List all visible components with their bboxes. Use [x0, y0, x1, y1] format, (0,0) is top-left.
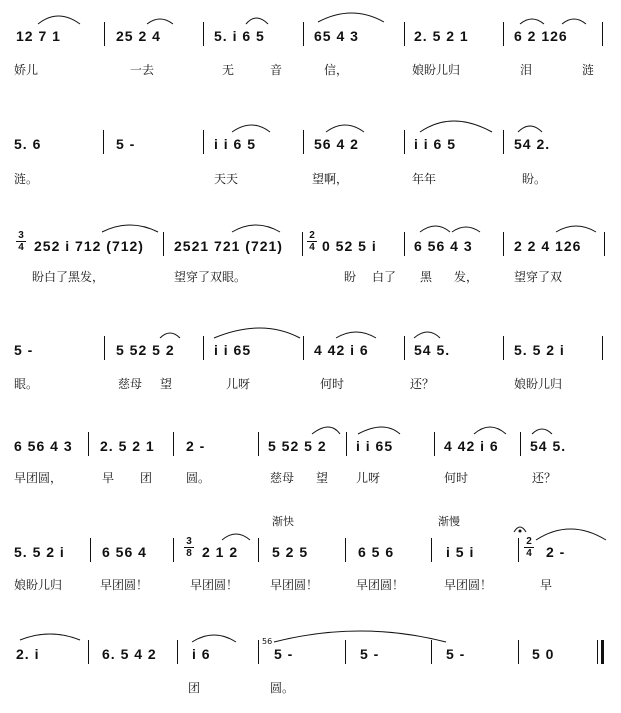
measure: 5. 6 — [14, 136, 42, 152]
time-signature: 2 4 — [524, 537, 534, 558]
measure: 25 2 4 — [116, 28, 161, 44]
lyric: 圆。 — [270, 681, 295, 695]
measure: 5 - — [360, 646, 380, 662]
lyric: 望 — [160, 377, 173, 391]
lyric: 早团圆， — [14, 471, 63, 485]
measure: 4 42 i 6 — [444, 438, 499, 454]
lyric: 盼。 — [522, 172, 547, 186]
measure: 2 - — [186, 438, 206, 454]
lyric: 团 — [188, 681, 201, 695]
lyric: 早团圆！ — [100, 578, 149, 592]
measure: i 5 i — [446, 544, 475, 560]
tempo-mark: 渐慢 — [438, 515, 460, 528]
lyric: 娇儿 — [14, 63, 39, 77]
lyric: 还？ — [410, 377, 435, 391]
measure: 2 1 2 — [202, 544, 239, 560]
measure: 6 56 4 3 — [414, 238, 473, 254]
lyric: 望 — [316, 471, 329, 485]
lyric: 娘盼儿归 — [514, 377, 563, 391]
measure: i i 65 — [214, 342, 252, 358]
measure: 2. 5 2 1 — [100, 438, 155, 454]
tempo-mark: 渐快 — [272, 515, 294, 528]
time-signature: 3 4 — [16, 231, 26, 252]
lyric: 一去 — [130, 63, 155, 77]
lyric: 慈母 — [118, 377, 143, 391]
lyric: 黑 — [420, 270, 433, 284]
measure: 5. i 6 5 — [214, 28, 265, 44]
lyric: 涟。 — [14, 172, 39, 186]
measure: 6. 5 4 2 — [102, 646, 157, 662]
measure: i i 6 5 — [414, 136, 457, 152]
measure: 4 42 i 6 — [314, 342, 369, 358]
time-signature: 2 4 — [307, 231, 317, 252]
time-signature: 3 8 — [184, 537, 194, 558]
lyric: 还？ — [532, 471, 557, 485]
measure: 2521 721 (721) — [174, 238, 283, 254]
lyric: 慈母 — [270, 471, 295, 485]
measure: 12 7 1 — [16, 28, 61, 44]
lyric: 天天 — [214, 172, 239, 186]
lyric: 早团圆！ — [270, 578, 319, 592]
lyric: 音 — [270, 63, 283, 77]
lyric: 白了 — [372, 270, 397, 284]
measure: 2 - — [546, 544, 566, 560]
lyric: 盼白了黑发， — [32, 270, 105, 284]
measure: 5. 5 2 i — [14, 544, 65, 560]
lyric: 何时 — [320, 377, 345, 391]
measure: 54 2. — [514, 136, 551, 152]
lyric: 何时 — [444, 471, 469, 485]
lyric: 儿呀 — [226, 377, 251, 391]
lyric: 早团圆！ — [444, 578, 493, 592]
measure: 5 - — [14, 342, 34, 358]
measure: 5 - — [116, 136, 136, 152]
measure: 6 2 126 — [514, 28, 568, 44]
grace-note: 56 — [262, 637, 273, 646]
lyric: 望穿了双 — [514, 270, 563, 284]
measure: 56 4 2 — [314, 136, 359, 152]
measure: 6 56 4 3 — [14, 438, 73, 454]
lyric: 早团圆！ — [356, 578, 405, 592]
lyric: 信， — [324, 63, 349, 77]
measure: 65 4 3 — [314, 28, 359, 44]
lyric: 涟 — [582, 63, 595, 77]
lyric: 无 — [222, 63, 235, 77]
lyric: 早 — [540, 578, 553, 592]
measure: i i 6 5 — [214, 136, 257, 152]
measure: 2 2 4 126 — [514, 238, 582, 254]
lyric: 年年 — [412, 172, 437, 186]
measure: 5 - — [274, 646, 294, 662]
lyric: 眼。 — [14, 377, 39, 391]
lyric: 娘盼儿归 — [14, 578, 63, 592]
measure: 5 52 5 2 — [116, 342, 175, 358]
measure: 6 5 6 — [358, 544, 395, 560]
measure: 5. 5 2 i — [514, 342, 565, 358]
lyric: 发， — [454, 270, 479, 284]
lyric: 娘盼儿归 — [412, 63, 461, 77]
lyric: 盼 — [344, 270, 357, 284]
measure: 5 0 — [532, 646, 555, 662]
measure: 2. i — [16, 646, 40, 662]
measure: 252 i 712 (712) — [34, 238, 144, 254]
measure: 5 2 5 — [272, 544, 309, 560]
lyric: 望穿了双眼。 — [174, 270, 247, 284]
measure: 54 5. — [530, 438, 567, 454]
measure: i 6 — [192, 646, 211, 662]
measure: 2. 5 2 1 — [414, 28, 469, 44]
measure: i i 65 — [356, 438, 394, 454]
lyric: 泪 — [520, 63, 533, 77]
measure: 5 - — [446, 646, 466, 662]
lyric: 团 — [140, 471, 153, 485]
lyric: 早团圆！ — [190, 578, 239, 592]
lyric: 圆。 — [186, 471, 211, 485]
measure: 0 52 5 i — [322, 238, 377, 254]
lyric: 儿呀 — [356, 471, 381, 485]
lyric: 早 — [102, 471, 115, 485]
measure: 5 52 5 2 — [268, 438, 327, 454]
measure: 6 56 4 — [102, 544, 147, 560]
lyric: 望啊， — [312, 172, 349, 186]
measure: 54 5. — [414, 342, 451, 358]
